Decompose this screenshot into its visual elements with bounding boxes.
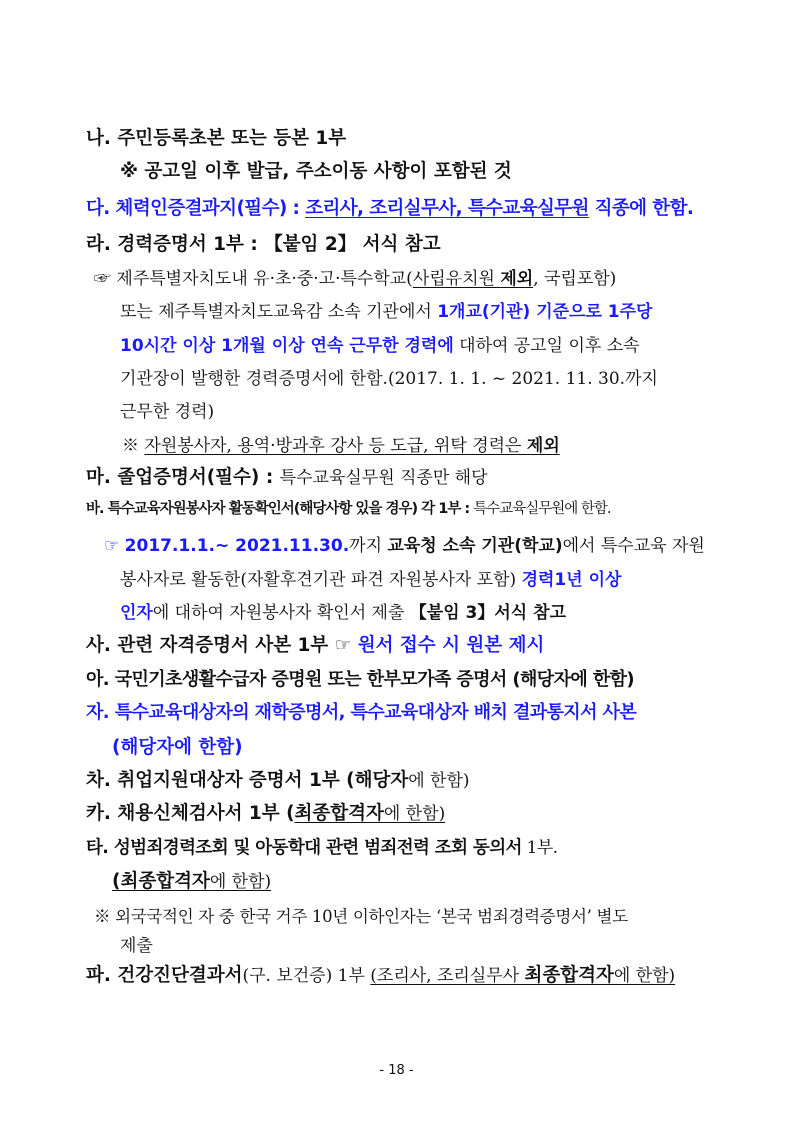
pointer-icon: ☞ [94,269,111,289]
item-ja-title2: (해당자에 한함) [112,737,243,758]
item-sa-detail: 원서 접수 시 원본 제시 [351,635,545,656]
item-marker: 다. [86,198,110,219]
page-number: - 18 - [379,1063,414,1078]
item-ba-detail: 특수교육실무원에 한함. [473,501,611,517]
item-marker: 타. [86,838,109,858]
item-ta-line2: (최종합격자에 한함) [112,871,272,892]
item-marker: 카. [86,803,111,824]
item-marker: 나. [86,128,111,149]
item-pa-heading: 파. 건강진단결과서(구. 보건증) 1부 (조리사, 조리실무사 최종합격자에 한함) [86,965,676,986]
item-da-detail: 조리사, 조리실무사, 특수교육실무원 [305,198,589,219]
item-title: 경력증명서 1부 : [117,234,265,255]
item-title: 건강진단결과서 [117,965,243,986]
item-ba-p2: 봉사자로 활동한(자활후견기관 파견 자원봉사자 포함) 경력1년 이상 [120,570,622,590]
item-marker: 사. [86,635,111,656]
item-title: 성범죄경력조회 및 아동학대 관련 범죄전력 조회 동의서 [113,838,522,858]
item-ba-p1: ☞ 2017.1.1.~ 2021.11.30.까지 교육청 소속 기관(학교)에서 특수교육 자원 [104,536,705,556]
item-title: 관련 자격증명서 사본 1부 [117,635,335,656]
item-marker: 자. [86,702,110,723]
item-title: 특수교육대상자의 재학증명서, 특수교육대상자 배치 결과통지서 사본 [114,702,637,723]
item-marker: 바. [86,501,104,517]
item-title: 주민등록초본 또는 등본 1부 [117,128,347,149]
item-marker: 마. [86,467,111,488]
item-ta-note2: 제출 [120,936,153,956]
item-da-heading: 다. 체력인증결과지(필수) : 조리사, 조리실무사, 특수교육실무원 직종에 한함. [86,198,694,219]
item-ka-heading: 카. 채용신체검사서 1부 (최종합격자에 한함) [86,803,446,824]
item-na-note: ※ 공고일 이후 발급, 주소이동 사항이 포함된 것 [120,161,512,182]
item-cha-heading: 차. 취업지원대상자 증명서 1부 (해당자에 한함) [86,770,470,791]
item-ref: 【붙임 2】 서식 참고 [264,234,441,255]
item-ra-heading [86,230,441,256]
item-ja-heading [86,698,636,724]
item-ra-p3: 10시간 이상 1개월 이상 연속 근무한 경력에 대하여 공고일 이후 소속 [120,336,640,356]
item-ra-p1: ☞ 제주특별자치도내 유·초·중·고·특수학교(사립유치원 제외, 국립포함) [94,269,617,289]
item-ba-p3: 인자에 대하여 자원봉사자 확인서 제출 【붙임 3】서식 참고 [120,603,566,623]
item-title: 국민기초생활수급자 증명원 또는 한부모가족 증명서 (해당자에 한함) [114,669,635,690]
item-marker: 아. [86,669,110,690]
item-ta-heading: 타. 성범죄경력조회 및 아동학대 관련 범죄전력 조회 동의서 1부. [86,838,558,858]
item-ma-detail: 특수교육실무원 직종만 해당 [279,468,488,488]
item-ba-heading: 바. 특수교육자원봉사자 활동확인서(해당사항 있을 경우) 각 1부 : 특수교육실무원에 한함. [86,501,611,517]
item-title: 채용신체검사서 1부 ( [117,803,295,824]
item-title: 취업지원대상자 증명서 1부 ( [117,770,355,791]
item-marker: 파. [86,965,111,986]
item-ra-p5: 근무한 경력) [120,402,215,422]
item-ra-p2: 또는 제주특별자치도교육감 소속 기관에서 1개교(기관) 기준으로 1주당 [120,302,653,322]
item-title: 체력인증결과지(필수) [115,198,287,219]
item-ma-heading: 마. 졸업증명서(필수) : 특수교육실무원 직종만 해당 [86,467,488,488]
item-ra-note: ※ 자원봉사자, 용역·방과후 강사 등 도급, 위탁 경력은 제외 [122,436,560,456]
item-marker: 라. [86,234,111,255]
item-ra-p4: 기관장이 발행한 경력증명서에 한함.(2017. 1. 1. ~ 2021. 11. 30.까지 [120,369,658,389]
item-marker: 차. [86,770,111,791]
pointer-icon: ☞ [334,635,352,656]
item-na-heading [86,124,346,150]
item-aa-heading [86,665,634,691]
item-title: 특수교육자원봉사자 활동확인서(해당사항 있을 경우) 각 1부 [107,501,461,517]
item-sa-heading [86,631,544,657]
pointer-icon: ☞ [104,536,120,556]
item-title: 졸업증명서(필수) [117,467,260,488]
item-ta-note: ※ 외국국적인 자 중 한국 거주 10년 이하인자는 ‘본국 범죄경력증명서’ 별도 [94,907,628,926]
